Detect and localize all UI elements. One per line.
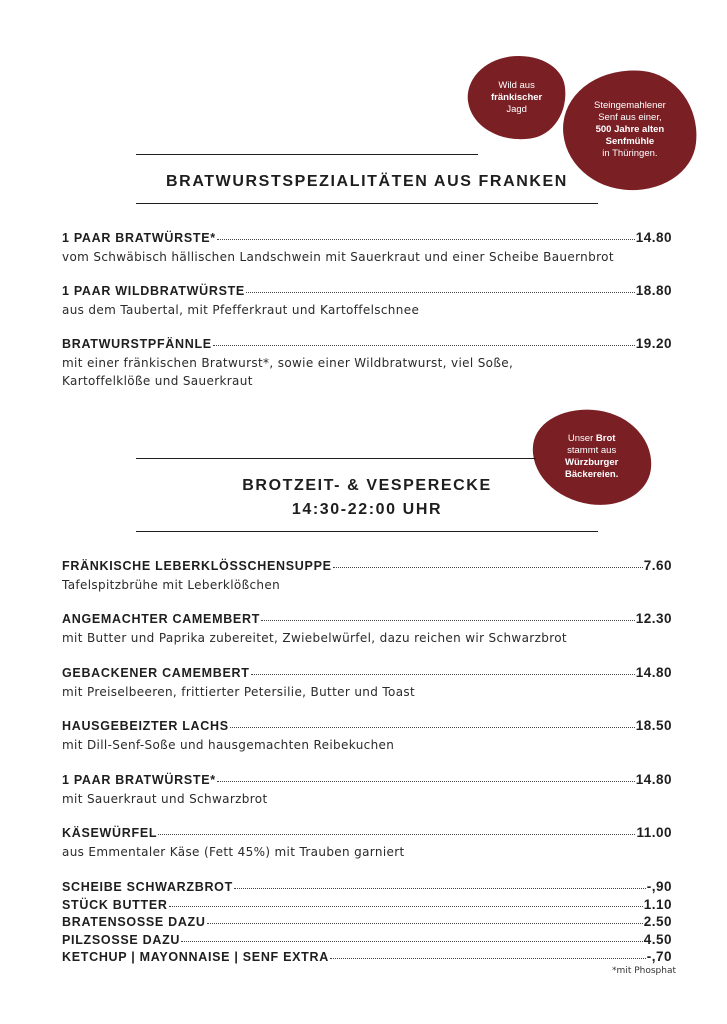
section-hours: 14:30-22:00 UHR (291, 501, 443, 518)
leader-dots (251, 674, 635, 675)
item-price: 14.80 (635, 665, 672, 680)
badge-wild-line2: fränkischer (491, 92, 543, 104)
item-name: 1 PAAR BRATWÜRSTE* (62, 773, 216, 787)
item-price: 19.20 (635, 336, 672, 351)
badge-wild-line3: Jagd (506, 104, 528, 116)
leader-dots (217, 239, 635, 240)
leader-dots (333, 567, 643, 568)
badge-senf-line3: 500 Jahre alten (595, 123, 665, 135)
badge-brot-line4: Bäckereien. (565, 469, 619, 480)
extra-item (62, 879, 672, 897)
badge-brot-line1a: Unser (568, 433, 594, 444)
menu-item (62, 336, 672, 390)
item-name: BRATWURSTPFÄNNLE (62, 337, 212, 351)
divider-top (136, 154, 478, 155)
badge-senf-line1: Steingemahlener (594, 99, 666, 111)
item-description: mit Preiselbeeren, frittierter Petersilie, Butter und Toast (62, 685, 416, 699)
menu-item (62, 611, 672, 647)
menu-item (62, 772, 672, 808)
extra-item (62, 932, 672, 950)
leader-dots (158, 834, 635, 835)
leader-dots (230, 727, 635, 728)
item-name: 1 PAAR BRATWÜRSTE* (62, 231, 216, 245)
extras-list (62, 879, 672, 967)
badge-senf-line2: Senf aus einer, (598, 111, 662, 123)
item-price: 18.80 (635, 283, 672, 298)
badge-wild (463, 50, 572, 147)
leader-dots (207, 923, 643, 924)
menu-item (62, 230, 672, 266)
item-name: STÜCK BUTTER (62, 897, 168, 912)
item-description: vom Schwäbisch hällischen Landschwein mit Sauerkraut und einer Scheibe Bauernbrot (62, 250, 614, 264)
item-price: -,70 (646, 949, 672, 964)
item-name: BRATENSOSSE DAZU (62, 915, 206, 929)
extra-item (62, 914, 672, 932)
item-name: FRÄNKISCHE LEBERKLÖSSCHENSUPPE (62, 559, 332, 573)
item-description: mit Dill-Senf-Soße und hausgemachten Reibekuchen (62, 738, 395, 752)
item-price: 4.50 (643, 931, 672, 947)
menu-item (62, 825, 672, 861)
badge-brot-line1b: Brot (596, 433, 616, 444)
menu-item (62, 718, 672, 754)
menu-item (62, 665, 672, 701)
leader-dots (261, 620, 635, 621)
divider-bottom (136, 531, 598, 532)
item-name: PILZSOSSE DAZU (62, 932, 181, 947)
item-description: Kartoffelklöße und Sauerkraut (62, 374, 253, 388)
item-description: mit einer fränkischen Bratwurst*, sowie einer Wildbratwurst, viel Soße, (62, 356, 514, 370)
section-title-brotzeit: BROTZEIT- & VESPERECKE (242, 477, 492, 494)
item-price: 12.30 (635, 611, 672, 626)
badge-brot-line3: Würzburger (565, 457, 619, 468)
item-description: aus dem Taubertal, mit Pfefferkraut und Kartoffelschnee (62, 303, 420, 317)
badge-senf-line4: Senfmühle (605, 135, 655, 147)
leader-dots (234, 888, 646, 889)
footnote: *mit Phosphat (612, 966, 676, 976)
item-name: GEBACKENER CAMEMBERT (62, 666, 250, 680)
badge-brot-line2: stammt aus (567, 445, 617, 456)
extra-item (62, 897, 672, 915)
item-price: 18.50 (635, 718, 672, 733)
item-price: 2.50 (643, 914, 672, 929)
item-price: 14.80 (635, 772, 672, 787)
leader-dots (246, 292, 635, 293)
menu-item (62, 283, 672, 319)
item-price: 11.00 (636, 825, 672, 840)
leader-dots (181, 941, 643, 942)
item-name: KETCHUP | MAYONNAISE | SENF EXTRA (62, 950, 329, 964)
item-name: ANGEMACHTER CAMEMBERT (62, 612, 261, 626)
extra-item (62, 949, 672, 967)
item-description: mit Butter und Paprika zubereitet, Zwiebelwürfel, dazu reichen wir Schwarzbrot (62, 631, 567, 645)
leader-dots (169, 906, 643, 907)
menu-item (62, 558, 672, 594)
item-price: -,90 (646, 879, 672, 894)
item-price: 14.80 (635, 230, 672, 245)
item-name: KÄSEWÜRFEL (62, 826, 158, 840)
badge-brot (526, 402, 658, 512)
divider-bottom (136, 203, 598, 204)
leader-dots (213, 345, 635, 346)
badge-senf-line5: in Thüringen. (602, 147, 658, 159)
item-price: 1.10 (643, 896, 672, 912)
divider-top (136, 458, 536, 459)
item-name: 1 PAAR WILDBRATWÜRSTE (62, 284, 245, 298)
badge-wild-line1: Wild aus (498, 80, 536, 92)
item-name: HAUSGEBEIZTER LACHS (62, 719, 229, 733)
leader-dots (330, 958, 646, 959)
item-description: Tafelspitzbrühe mit Leberklößchen (62, 578, 281, 592)
item-price: 7.60 (643, 558, 672, 573)
item-name: SCHEIBE SCHWARZBROT (62, 880, 233, 894)
section-title-bratwurst: BRATWURSTSPEZIALITÄTEN AUS FRANKEN (166, 173, 568, 190)
item-description: aus Emmentaler Käse (Fett 45%) mit Trauben garniert (62, 845, 405, 859)
item-description: mit Sauerkraut und Schwarzbrot (62, 792, 268, 806)
leader-dots (217, 781, 635, 782)
